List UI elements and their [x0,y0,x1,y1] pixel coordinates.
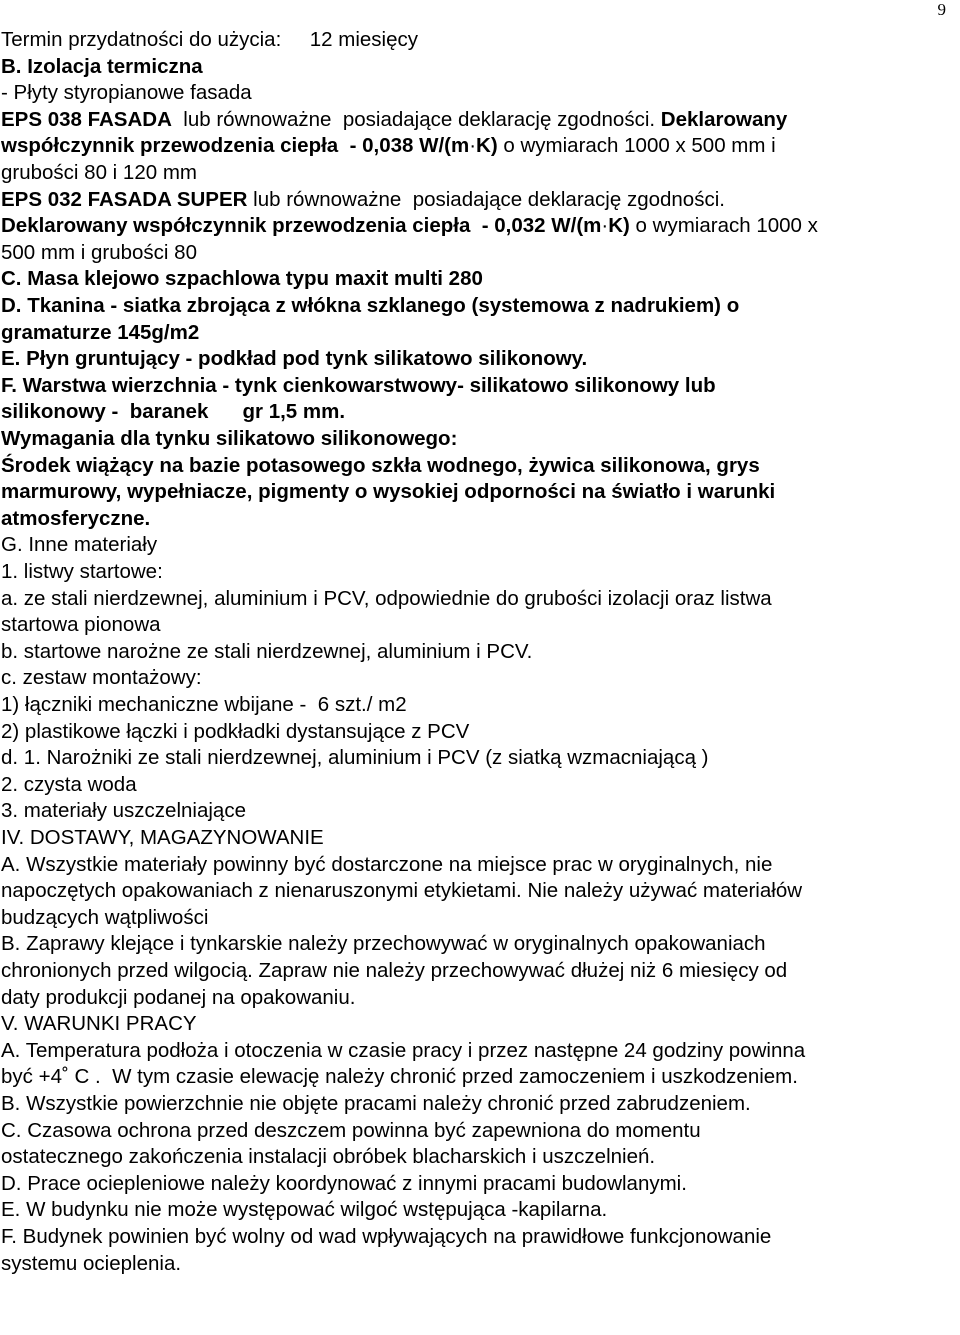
text: startowa pionowa [1,613,161,636]
text: lub równoważne posiadające deklarację zgodności. [171,108,661,131]
text: F. Budynek powinien być wolny od wad wpływających na prawidłowe funkcjonowanie [1,1225,772,1248]
text-line [1,347,587,371]
bold-text: Wymagania dla tynku silikatowo silikonowego: [1,427,458,450]
bold-text: C. Masa klejowo szpachlowa typu maxit multi 280 [1,267,483,290]
bold-text: współczynnik przewodzenia ciepła - 0,038 W/(m [1,134,470,157]
text: 1) łączniki mechaniczne wbijane - 6 szt./ m2 [1,693,407,716]
text-line [1,1012,197,1036]
text: 2. czysta woda [1,773,137,796]
text: 1. listwy startowe: [1,560,163,583]
text: grubości 80 i 120 mm [1,161,197,184]
text: chronionych przed wilgocią. Zapraw nie należy przechowywać dłużej niż 6 miesięcy od [1,959,788,982]
bold-text: Deklarowany współczynnik przewodzenia ciepła - 0,032 W/(m [1,214,602,237]
text-line [1,799,246,823]
text: 500 mm i grubości 80 [1,241,197,264]
text-line [1,1092,751,1116]
text-line [1,374,716,398]
text: V. WARUNKI PRACY [1,1012,197,1035]
text-line [1,241,197,265]
text: lub równoważne posiadające deklarację zgodności. [247,188,725,211]
text: budzących wątpliwości [1,906,209,929]
bold-text: E. Płyn gruntujący - podkład pod tynk silikatowo silikonowy. [1,347,588,370]
bold-text: EPS 032 FASADA SUPER [1,188,248,211]
text-line [1,1065,798,1089]
text-line [1,55,203,79]
text: b. startowe narożne ze stali nierdzewnej, aluminium i PCV. [1,640,533,663]
text: B. Wszystkie powierzchnie nie objęte pracami należy chronić przed zabrudzeniem. [1,1092,751,1115]
text-line [1,932,766,956]
text: A. Wszystkie materiały powinny być dostarczone na miejsce prac w oryginalnych, nie [1,853,773,876]
text-line [1,666,202,690]
text-line [1,294,739,318]
text: być +4˚ C . W tym czasie elewację należy chronić przed zamoczeniem i uszkodzeniem. [1,1065,798,1088]
text-line [1,1172,687,1196]
text-line [1,400,345,424]
text: 2) plastikowe łączki i podkładki dystansujące z PCV [1,720,470,743]
bold-text: silikonowy - baranek gr 1,5 mm. [1,400,346,423]
bold-text: F. Warstwa wierzchnia - tynk cienkowarstwowy- silikatowo silikonowy lub [1,374,716,397]
text-line [1,214,818,238]
text-line [1,746,709,770]
bold-text: gramaturze 145g/m2 [1,321,200,344]
text-line [1,134,776,158]
text: d. 1. Narożniki ze stali nierdzewnej, aluminium i PCV (z siatką wzmacniającą ) [1,746,709,769]
bold-text: Środek wiążący na bazie potasowego szkła wodnego, żywica silikonowa, grys [1,454,760,477]
text-line [1,161,197,185]
text: B. Zaprawy klejące i tynkarskie należy przechowywać w oryginalnych opakowaniach [1,932,766,955]
text-line [1,720,469,744]
text: E. W budynku nie może występować wilgoć wstępująca -kapilarna. [1,1198,608,1221]
text-line [1,108,787,132]
text: · [469,134,477,157]
text-line [1,560,163,584]
text: C. Czasowa ochrona przed deszczem powinna być zapewniona do momentu [1,1119,701,1142]
text-line [1,640,532,664]
bold-text: Deklarowany [660,108,788,131]
text-line [1,454,760,478]
text-line [1,1225,771,1249]
text-line [1,480,775,504]
text: D. Prace ociepleniowe należy koordynować z innymi pracami budowlanymi. [1,1172,687,1195]
text-line [1,1252,181,1276]
text: daty produkcji podanej na opakowaniu. [1,986,356,1009]
text: - Płyty styropianowe fasada [1,81,252,104]
text: systemu ocieplenia. [1,1252,182,1275]
text-line [1,879,802,903]
text: o wymiarach 1000 x 500 mm i [497,134,776,157]
text: a. ze stali nierdzewnej, aluminium i PCV, odpowiednie do grubości izolacji oraz listwa [1,587,772,610]
page-number: 9 [937,0,946,19]
text-line [1,587,772,611]
text: G. Inne materiały [1,533,158,556]
text-line [1,773,137,797]
text-line [1,853,772,877]
bold-text: atmosferyczne. [1,507,151,530]
text-line [1,986,355,1010]
text: IV. DOSTAWY, MAGAZYNOWANIE [1,826,324,849]
text: A. Temperatura podłoża i otoczenia w czasie pracy i przez następne 24 godziny powinna [1,1039,806,1062]
text-line [1,507,150,531]
text: · [601,214,609,237]
text: o wymiarach 1000 x [629,214,818,237]
text-line [1,267,483,291]
text-line [1,693,407,717]
text: 3. materiały uszczelniające [1,799,246,822]
text-line [1,28,418,52]
text-line [1,1039,805,1063]
text: c. zestaw montażowy: [1,666,202,689]
bold-text: EPS 038 FASADA [1,108,172,131]
text-line [1,1119,701,1143]
text-line [1,613,161,637]
text-line [1,959,787,983]
text-line [1,427,457,451]
text-line [1,826,324,850]
text-line [1,533,157,557]
bold-text: D. Tkanina - siatka zbrojąca z włókna szklanego (systemowa z nadrukiem) o [1,294,740,317]
text-line [1,1145,655,1169]
bold-text: B. Izolacja termiczna [1,55,203,78]
bold-text: marmurowy, wypełniacze, pigmenty o wysokiej odporności na światło i warunki [1,480,776,503]
text: napoczętych opakowaniach z nienaruszonymi etykietami. Nie należy używać materiałów [1,879,803,902]
bold-text: K) [608,214,630,237]
text-line [1,188,725,212]
text-line [1,321,199,345]
bold-text: K) [476,134,498,157]
text-line [1,81,252,105]
text-line [1,1198,607,1222]
text: Termin przydatności do użycia: 12 miesięcy [1,28,418,51]
text: ostatecznego zakończenia instalacji obróbek blacharskich i uszczelnień. [1,1145,656,1168]
text-line [1,906,208,930]
